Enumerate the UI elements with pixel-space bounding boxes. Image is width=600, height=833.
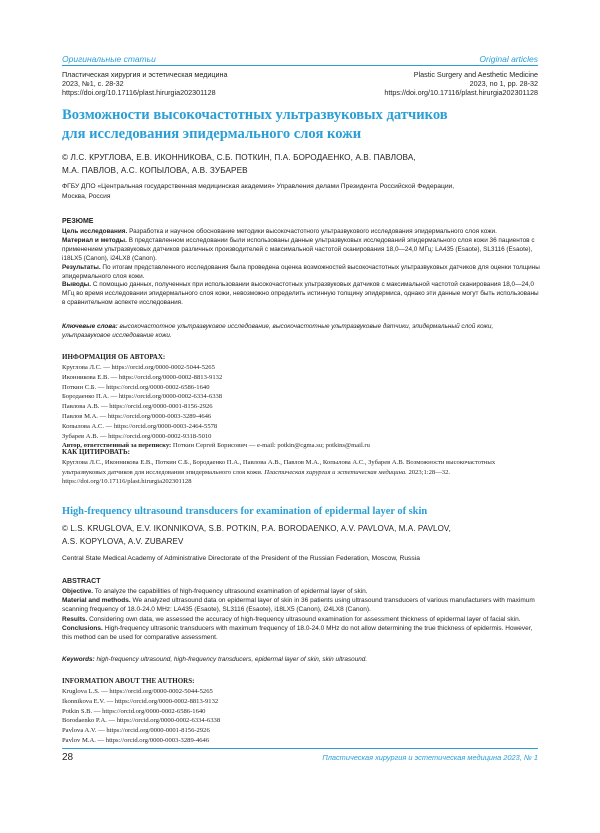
page-number: 28: [62, 752, 74, 763]
abstract-ru: [62, 228, 540, 308]
conclusions-label-ru: Выводы.: [62, 281, 92, 289]
authors-ru-line-1: © Л.С. КРУГЛОВА, Е.В. ИКОННИКОВА, С.Б. ПОТКИН, П.А. БОРОДАЕНКО, А.В. ПАВЛОВА,: [62, 153, 416, 162]
footer-rule: [62, 748, 538, 749]
citation-journal: Пластическая хирургия и эстетическая медицина.: [264, 468, 407, 476]
orcid-item[interactable]: Pavlov M.A. — https://orcid.org/0000-0003-3289-4646: [62, 736, 210, 744]
results-text-en: Considering own data, we assessed the accuracy of high-frequency ultrasound examination for assessment thickness of epidermal layer of facial skin.: [89, 615, 521, 623]
orcid-item[interactable]: Павлова А.В. — https://orcid.org/0000-0001-8156-2926: [62, 403, 213, 411]
orcid-item[interactable]: Круглова Л.С. — https://orcid.org/0000-0002-5044-5265: [62, 364, 215, 371]
title-ru-line-2: для исследования эпидермального слоя кожи: [62, 126, 362, 142]
affiliation-ru-line-1: ФГБУ ДПО «Центральная государственная медицинская академия» Управления делами Президента Российской Федерации,: [62, 183, 455, 190]
orcid-item[interactable]: Поткин С.Б. — https://orcid.org/0000-0002-6586-1640: [62, 383, 210, 391]
citation-part-1: Круглова Л.С., Иконникова Е.В., Поткин С.Б., Бородаенко П.А., Павлова А.В., Павлов М.А., Копылова А.С., Зубарев А.В. Возможности высокочастотных ультразвуковых датчиков для исследования эпидермального слоя кожи.: [62, 459, 496, 476]
section-label-en: Original articles: [479, 54, 538, 64]
abstract-en-conclusions: [62, 624, 540, 642]
orcid-item[interactable]: Pavlova A.V. — https://orcid.org/0000-0001-8156-2926: [62, 727, 210, 735]
journal-issue-en: 2023, no 1, pp. 28-32: [469, 79, 538, 88]
orcid-item[interactable]: Иконникова Е.В. — https://orcid.org/0000-0002-8813-9132: [62, 373, 223, 381]
abstract-en-objective: [62, 587, 540, 596]
abstract-en-results: [62, 615, 540, 624]
authors-ru-line-2: М.А. ПАВЛОВ, А.С. КОПЫЛОВА, А.В. ЗУБАРЕВ: [62, 165, 248, 175]
methods-label-en: Material and methods.: [62, 597, 131, 605]
orcid-list-en: [62, 687, 540, 746]
affiliation-ru-line-2: Москва, Россия: [62, 193, 111, 200]
authors-ru: [62, 152, 540, 177]
journal-doi-ru[interactable]: https://doi.org/10.17116/plast.hirurgia202301128: [62, 88, 216, 97]
title-ru-line-1: Возможности высокочастотных ультразвуковых датчиков: [62, 107, 448, 123]
section-header: [62, 54, 538, 64]
orcid-item[interactable]: Павлов М.А. — https://orcid.org/0000-0003-3289-4646: [62, 412, 212, 420]
affiliation-ru: [62, 182, 540, 202]
orcid-item[interactable]: Бородаенко П.А. — https://orcid.org/0000-0002-6334-6338: [62, 393, 223, 401]
abstract-ru-results: [62, 264, 540, 282]
article-title-en: High-frequency ultrasound transducers for examination of epidermal layer of skin: [62, 506, 428, 517]
orcid-list-ru: [62, 363, 540, 451]
keywords-ru: [62, 323, 540, 341]
footer-journal: Пластическая хирургия и эстетическая медицина 2023, № 1: [322, 753, 538, 762]
conclusions-text-ru: С помощью данных, полученных при использовании высокочастотных ультразвуковых датчиков с максимальной частотой сканирования 18,0—24,0 МГц во время исследовании эпидермального слоя кожи, невозможно определить истинную толщину эпидермиса, однако эти данные могут быть использованы в сравнительном аспекте исследования.: [62, 281, 539, 307]
aim-text: Разработка и научное обоснование методики высокочастотного ультразвукового исследования эпидермального слоя кожи.: [129, 228, 497, 235]
keywords-en: [62, 656, 540, 665]
article-title-ru: [62, 106, 542, 144]
authors-en: [62, 523, 540, 548]
authors-en-line-2: A.S. KOPYLOVA, A.V. ZUBAREV: [62, 536, 184, 546]
orcid-item[interactable]: Копылова А.С. — https://orcid.org/0000-0003-2464-5578: [62, 422, 218, 430]
objective-label: Objective.: [62, 588, 94, 595]
orcid-item[interactable]: Зубарев А.В. — https://orcid.org/0000-0002-9318-5010: [62, 432, 212, 440]
cite-heading: КАК ЦИТИРОВАТЬ:: [62, 448, 130, 456]
journal-doi-en[interactable]: https://doi.org/10.17116/plast.hirurgia202301128: [384, 88, 538, 97]
journal-issue-ru: 2023, №1, с. 28-32: [62, 79, 124, 88]
abstract-heading-en: ABSTRACT: [62, 578, 101, 585]
results-label-ru: Результаты.: [62, 263, 101, 271]
affiliation-en: Central State Medical Academy of Administrative Directorate of the President of the Russian Federation, Moscow, Russia: [62, 555, 420, 562]
methods-label-ru: Материал и методы.: [62, 236, 127, 244]
keywords-text-en: high-frequency ultrasound, high-frequency transducers, epidermal layer of skin, skin ultrasound.: [96, 656, 368, 663]
corresponding-label: Автор, ответственный за переписку:: [62, 442, 172, 450]
results-label-en: Results.: [62, 615, 88, 623]
orcid-item[interactable]: Kruglova L.S. — https://orcid.org/0000-0002-5044-5265: [62, 688, 213, 695]
aim-label: Цель исследования.: [62, 228, 128, 235]
orcid-item[interactable]: Ikonnikova E.V. — https://orcid.org/0000-0002-8813-9132: [62, 697, 219, 705]
section-label-ru: Оригинальные статьи: [62, 54, 156, 64]
citation-part-2[interactable]: 2023;1:28—32. https://doi.org/10.17116/plast.hirurgia202301128: [62, 468, 451, 486]
abstract-ru-conclusions: [62, 281, 540, 308]
abstract-en: [62, 587, 540, 642]
conclusions-text-en: High-frequency ultrasonic transducers with maximum frequency of 18.0-24.0 MHz do not allow determining the true thickness of epidermis. However, this method can be used for comparative assessment.: [62, 624, 533, 642]
authors-info-heading-ru: ИНФОРМАЦИЯ ОБ АВТОРАХ:: [62, 353, 166, 361]
keywords-text-ru: высокочастотное ультразвуковое исследование, высокочастотные ультразвуковые датчики, эпидермальный слой кожи, ультразвуковое исследование кожи.: [62, 323, 494, 339]
authors-info-heading-en: INFORMATION ABOUT THE AUTHORS:: [62, 677, 195, 685]
conclusions-label-en: Conclusions.: [62, 624, 103, 632]
keywords-label-ru: Ключевые слова:: [62, 323, 118, 330]
orcid-item[interactable]: Borodaenko P.A. — https://orcid.org/0000-0002-6334-6338: [62, 717, 221, 725]
journal-name-en: Plastic Surgery and Aesthetic Medicine: [413, 70, 538, 79]
results-text-ru: По итогам представленного исследования была проведена оценка возможностей высокочастотных ультразвуковых датчиков для оценки толщины эпидермального слоя кожи.: [62, 263, 540, 280]
corresponding-text[interactable]: Поткин Сергей Борисович — e-mail: potkin@cgma.su; potkins@mail.ru: [172, 442, 370, 450]
methods-text-en: We analyzed ultrasound data on epidermal layer of skin in 36 patients using ultrasound transducers of various manufacturers with maximum scanning frequency of 18.0-24.0 MHz: LA435 (Esaote), SL3116 (Esaote), i18LX5 (Canon), i24LX8 (Canon).: [62, 597, 535, 614]
objective-text: To analyze the capabilities of high-frequency ultrasound examination of epidermal layer of skin.: [94, 588, 368, 595]
abstract-en-methods: [62, 596, 540, 614]
abstract-ru-methods: [62, 237, 540, 264]
authors-en-line-1: © L.S. KRUGLOVA, E.V. IKONNIKOVA, S.B. POTKIN, P.A. BORODAENKO, A.V. PAVLOVA, M.A. PAVLOV,: [62, 524, 451, 533]
keywords-label-en: Keywords:: [62, 656, 95, 663]
abstract-ru-aim: [62, 228, 540, 237]
orcid-item[interactable]: Potkin S.B. — https://orcid.org/0000-0002-6586-1640: [62, 707, 206, 715]
journal-name-ru: Пластическая хирургия и эстетическая медицина: [62, 70, 228, 79]
journal-meta-en: [278, 70, 538, 97]
citation-text: [62, 458, 540, 487]
abstract-heading-ru: РЕЗЮМЕ: [62, 218, 94, 225]
methods-text-ru: В представленном исследовании были использованы данные ультразвуковых исследований эпидермального слоя кожи 36 пациентов с применением ультразвуковых датчиков различных производителей с максимальной частотой сканирования 18,0—24,0 МГц: LA435 (Esaote), SL3116 (Esaote), i18LX5 (Canon), i24LX8 (Canon).: [62, 236, 535, 262]
header-rule: [62, 65, 538, 66]
